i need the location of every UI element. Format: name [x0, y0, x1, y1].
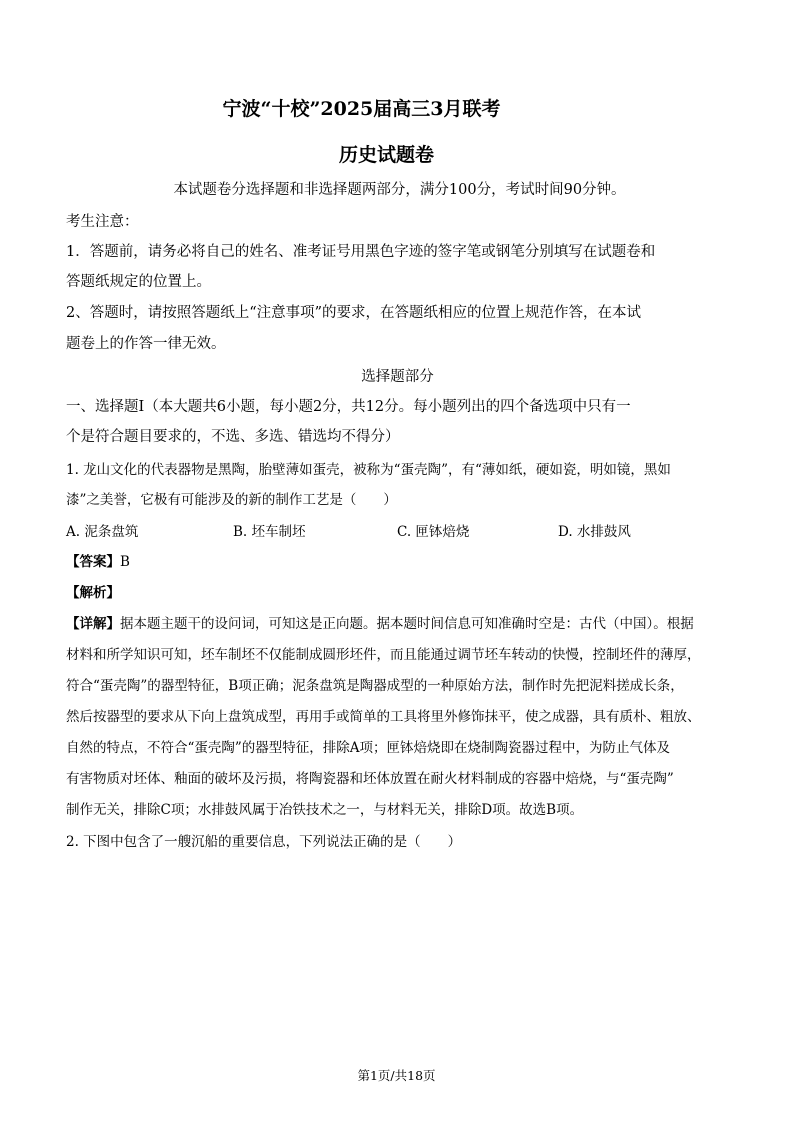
notice-item-1-line-2: 答题纸规定的位置上。 — [66, 274, 211, 290]
answer-line — [66, 552, 130, 572]
question-1-stem-line-1: 1. 龙山文化的代表器物是黑陶，胎壁薄如蛋壳，被称为“蛋壳陶”，有“薄如纸，硬如瓷，明如镜，黑如 — [66, 462, 671, 478]
question-2-stem: 2. 下图中包含了一艘沉船的重要信息，下列说法正确的是（ ） — [66, 834, 462, 850]
option-c: C. 匣钵焙烧 — [397, 524, 470, 540]
analysis-line — [66, 583, 120, 603]
answer-tag: 【答案】 — [66, 554, 120, 570]
intro-text: 本试题卷分选择题和非选择题两部分，满分100分，考试时间90分钟。 — [173, 182, 626, 198]
detail-line-6: 有害物质对坯体、釉面的破坏及污损，将陶瓷器和坯体放置在耐火材料制成的容器中焙烧，与“蛋壳陶” — [66, 771, 674, 787]
option-a: A. 泥条盘筑 — [66, 524, 139, 540]
section-part-line-1: 一、选择题Ⅰ（本大题共6小题，每小题2分，共12分。每小题列出的四个备选项中只有一 — [66, 399, 631, 415]
detail-tag: 【详解】 — [66, 616, 120, 632]
detail-line-3: 符合“蛋壳陶”的器型特征，B项正确；泥条盘筑是陶器成型的一种原始方法，制作时先把泥料搓成长条， — [66, 678, 684, 694]
page-title: 宁波“十校”2025届高三3月联考 — [222, 98, 501, 120]
option-d: D. 水排鼓风 — [558, 524, 631, 540]
answer-value: B — [120, 554, 130, 570]
page-footer: 第1页/共18页 — [357, 1068, 436, 1083]
notice-item-2-line-1: 2、答题时，请按照答题纸上“注意事项”的要求，在答题纸相应的位置上规范作答，在本试 — [66, 305, 642, 321]
detail-line-7: 制作无关，排除C项；水排鼓风属于冶铁技术之一，与材料无关，排除D项。故选B项。 — [66, 802, 584, 818]
detail-line-1 — [66, 614, 694, 634]
option-b: B. 坯车制坯 — [233, 524, 306, 540]
detail-line-5: 自然的特点，不符合“蛋壳陶”的器型特征，排除A项；匣钵焙烧即在烧制陶瓷器过程中，为防止气体及 — [66, 740, 671, 756]
question-1-stem-line-2: 漆”之美誉，它极有可能涉及的新的制作工艺是（ ） — [66, 492, 397, 508]
detail-line-4: 然后按器型的要求从下向上盘筑成型，再用手或简单的工具将里外修饰抹平，使之成器，具有质朴、粗放、 — [66, 709, 701, 725]
page-subtitle: 历史试题卷 — [338, 144, 434, 166]
notice-item-2-line-2: 题卷上的作答一律无效。 — [66, 336, 226, 352]
detail-text-1: 据本题主题干的设问词，可知这是正向题。据本题时间信息可知准确时空是：古代（中国）。根据 — [120, 616, 694, 632]
section-heading: 选择题部分 — [361, 369, 434, 385]
section-part-line-2: 个是符合题目要求的，不选、多选、错选均不得分） — [66, 429, 400, 445]
question-1-options — [0, 522, 793, 542]
notice-item-1-line-1: 1．答题前，请务必将自己的姓名、准考证号用黑色字迹的签字笔或钢笔分别填写在试题卷和 — [66, 244, 656, 260]
notice-heading: 考生注意： — [66, 214, 139, 230]
analysis-tag: 【解析】 — [66, 585, 120, 601]
detail-line-2: 材料和所学知识可知，坯车制坯不仅能制成圆形坯件，而且能通过调节坯车转动的快慢，控制坯件的薄厚， — [66, 647, 701, 663]
